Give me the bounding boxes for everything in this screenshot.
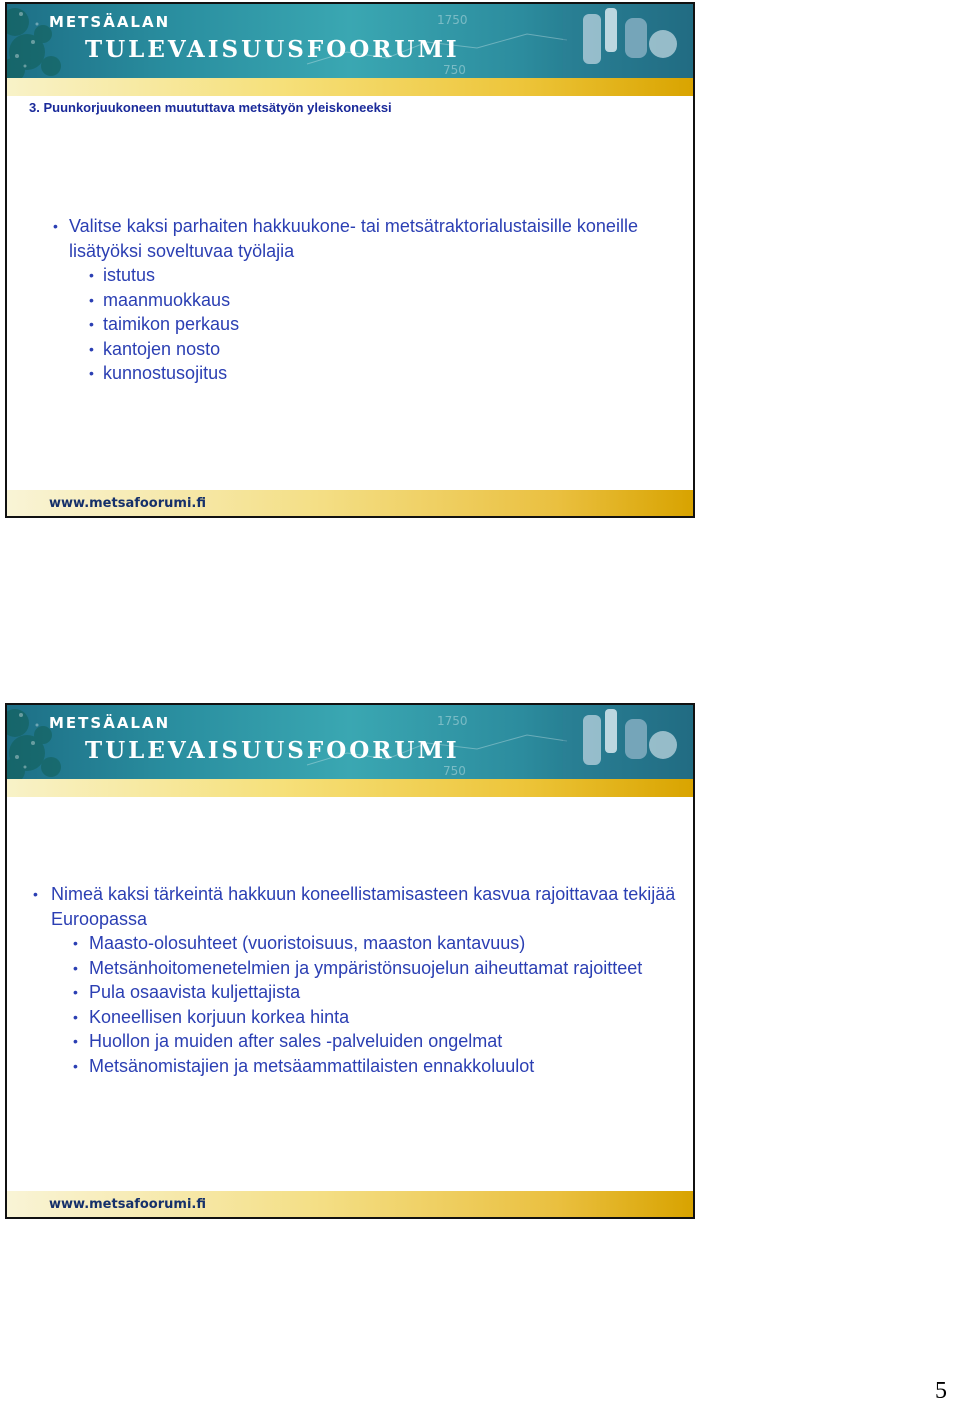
banner-number-2: 750 [443, 764, 466, 778]
footer-url: www.metsafoorumi.fi [49, 496, 206, 511]
list-item: • Metsänhoitomenetelmien ja ympäristönsuojelun aiheuttamat rajoitteet [7, 956, 693, 981]
slide-footer [7, 1191, 693, 1217]
slide-header-banner [7, 4, 693, 78]
banner-number-1: 1750 [437, 714, 468, 728]
list-item: • istutus [7, 263, 693, 288]
bullet-list [7, 214, 693, 386]
list-item: • Metsänomistajien ja metsäammattilaisten ennakkoluulot [7, 1054, 693, 1079]
slide-1 [5, 2, 695, 518]
slide-content [7, 882, 693, 1078]
brand-title: TULEVAISUUSFOORUMI [85, 737, 460, 764]
brand-title: TULEVAISUUSFOORUMI [85, 36, 460, 63]
list-item: • taimikon perkaus [7, 312, 693, 337]
list-item: • Pula osaavista kuljettajista [7, 980, 693, 1005]
slide-content [7, 214, 693, 386]
list-item: • Maasto-olosuhteet (vuoristoisuus, maaston kantavuus) [7, 931, 693, 956]
list-item: • Valitse kaksi parhaiten hakkuukone- tai metsätraktorialustaisille koneille lisätyöksi soveltuvaa työlajia [7, 214, 693, 263]
list-item: • maanmuokkaus [7, 288, 693, 313]
header-accent-strip [7, 779, 693, 797]
bullet-list [7, 882, 693, 1078]
slide-2 [5, 703, 695, 1219]
banner-number-2: 750 [443, 63, 466, 77]
header-accent-strip [7, 78, 693, 96]
slide-header-banner [7, 705, 693, 779]
page-number: 5 [935, 1378, 947, 1404]
list-item: • Huollon ja muiden after sales -palveluiden ongelmat [7, 1029, 693, 1054]
slide-footer [7, 490, 693, 516]
slide-title: 3. Puunkorjuukoneen muututtava metsätyön yleiskoneeksi [29, 100, 392, 115]
footer-url: www.metsafoorumi.fi [49, 1197, 206, 1212]
brand-subtitle: METSÄALAN [49, 13, 171, 31]
machine-graphic [543, 705, 693, 779]
list-item: • Nimeä kaksi tärkeintä hakkuun koneellistamisasteen kasvua rajoittavaa tekijää Euroopassa [7, 882, 693, 931]
list-item: • kunnostusojitus [7, 361, 693, 386]
list-item: • kantojen nosto [7, 337, 693, 362]
machine-graphic [543, 4, 693, 78]
list-item: • Koneellisen korjuun korkea hinta [7, 1005, 693, 1030]
banner-number-1: 1750 [437, 13, 468, 27]
brand-subtitle: METSÄALAN [49, 714, 171, 732]
